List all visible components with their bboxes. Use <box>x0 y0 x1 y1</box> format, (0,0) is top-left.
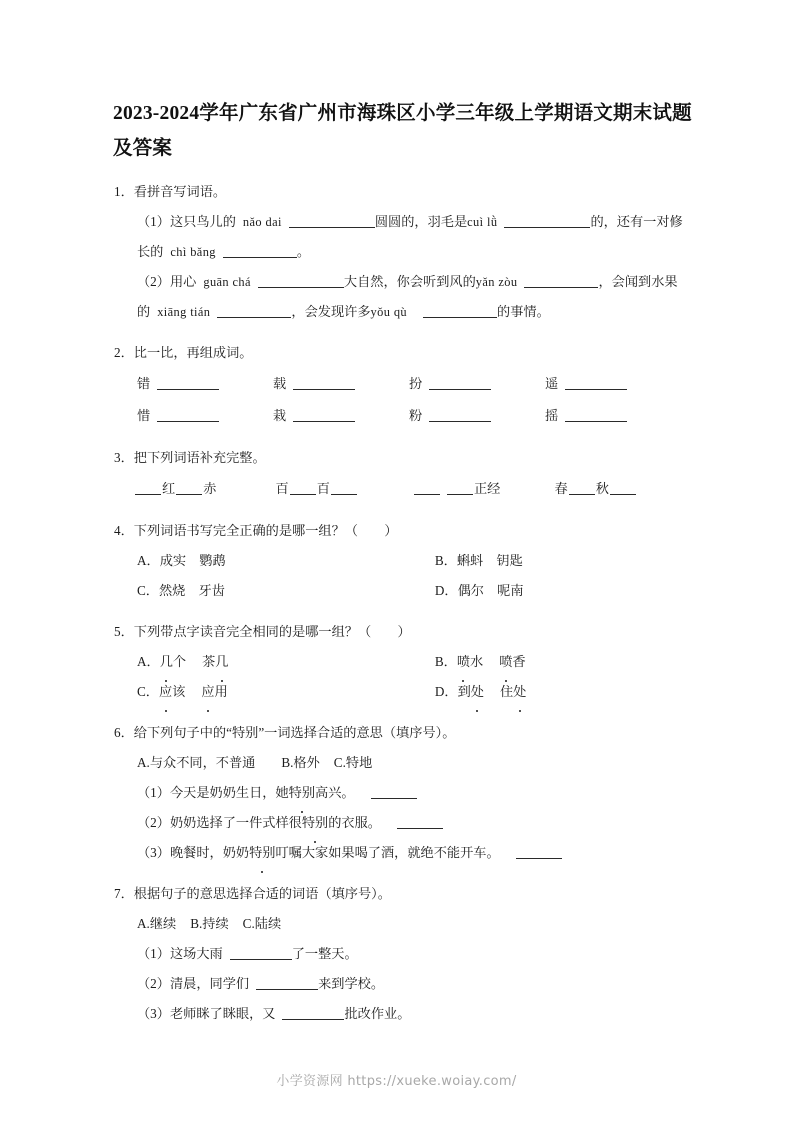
question-4-stem: 4．下列词语书写完全正确的是哪一组？（ ） <box>114 523 398 538</box>
question-2-row-2 <box>113 400 693 432</box>
question-6 <box>113 718 693 868</box>
q1-sub2-part5: ，会发现许多 <box>291 304 371 319</box>
q1-sub2-part6: 的事情。 <box>497 304 550 319</box>
q6-option-a[interactable]: A.与众不同，不普通 <box>137 755 256 770</box>
q5-d-dot-1: 处 <box>471 677 484 707</box>
q1-pinyin-guan-cha: guān chá <box>203 275 251 289</box>
q4-option-d-text: 偶尔 呢南 <box>457 583 524 598</box>
q3-char-chi: 赤 <box>203 481 217 496</box>
q2-char-yao: 遥 <box>545 376 559 391</box>
q7-blank-1[interactable] <box>230 959 292 960</box>
q1-pinyin-nao-dai: nǎo dai <box>242 215 282 229</box>
q5-b-rest-2: 香 <box>512 654 526 669</box>
q5-option-b[interactable] <box>435 647 693 677</box>
question-4 <box>113 516 693 606</box>
question-1 <box>113 177 693 327</box>
q6-sub1-post: 高兴。 <box>315 785 355 800</box>
q5-c-dot-1: 应 <box>159 677 172 707</box>
q2-blank-1[interactable] <box>157 389 219 390</box>
q7-blank-2[interactable] <box>256 989 318 990</box>
q1-sub1-part5: 。 <box>296 244 311 259</box>
q3-word-zhengjing: 正经 <box>474 481 501 496</box>
q5-a-dot-1: 几 <box>160 647 173 677</box>
question-2-stem: 2．比一比，再组成词。 <box>114 345 253 360</box>
question-1-sub-1 <box>113 207 693 237</box>
q4-option-c-key: C． <box>137 583 159 598</box>
q3-blank-2[interactable] <box>176 494 202 495</box>
q1-blank-1[interactable] <box>289 227 375 228</box>
question-1-stem: 1．看拼音写词语。 <box>114 184 227 199</box>
q4-option-d[interactable] <box>435 576 693 606</box>
question-7-stem: 7．根据句子的意思选择合适的词语（填序号）。 <box>114 886 391 901</box>
question-7-sub-3 <box>113 999 693 1029</box>
q5-option-b-key: B． <box>434 654 457 669</box>
q5-a-pre-2: 茶 <box>202 654 216 669</box>
q3-blank-7[interactable] <box>569 494 595 495</box>
q1-blank-6[interactable] <box>217 317 291 318</box>
page-title: 2023-2024学年广东省广州市海珠区小学三年级上学期语文期末试题及答案 <box>113 103 692 159</box>
question-6-sub-1 <box>113 778 693 808</box>
watermark: 小学资源网 https://xueke.woiay.com/ <box>276 1074 517 1089</box>
q5-b-dot-2: 喷 <box>499 647 512 677</box>
question-1-sub-2 <box>113 267 693 297</box>
q2-cell-2 <box>273 368 409 400</box>
q7-sub1-pre: （1）这场大雨 <box>137 946 223 961</box>
q1-sub1-part4: 长的 <box>137 244 164 259</box>
q3-blank-4[interactable] <box>331 494 357 495</box>
q1-sub1-part1: （1）这只鸟儿的 <box>137 214 236 229</box>
q3-char-qiu: 秋 <box>595 481 609 496</box>
q6-option-b[interactable]: B.格外 <box>281 755 320 770</box>
q2-cell-8 <box>545 400 681 432</box>
q2-blank-7[interactable] <box>429 421 491 422</box>
q7-blank-3[interactable] <box>282 1019 344 1020</box>
q1-sub2-part4: 的 <box>137 304 151 319</box>
q1-sub2-part1: （2）用心 <box>137 274 197 289</box>
q2-char-xi: 惜 <box>137 408 151 423</box>
q7-option-b[interactable]: B.持续 <box>190 916 229 931</box>
q6-sub3-emphasis: 特别 <box>249 838 275 868</box>
q2-char-cuo: 错 <box>137 376 151 391</box>
q3-blank-8[interactable] <box>610 494 636 495</box>
q1-sub2-part2: 大自然，你会听到风的 <box>343 274 476 289</box>
q4-option-b[interactable] <box>435 546 693 576</box>
question-5 <box>113 617 693 707</box>
q1-pinyin-chi-bang: chì bǎng <box>170 245 216 259</box>
q2-char-ban: 扮 <box>409 376 423 391</box>
q7-sub3-post: 批改作业。 <box>344 1006 411 1021</box>
question-3-stem: 3．把下列词语补充完整。 <box>114 450 266 465</box>
q1-sub1-part2: 圆圆的，羽毛是 <box>374 214 468 229</box>
q2-blank-3[interactable] <box>429 389 491 390</box>
q1-sub2-part3: ，会闻到水果 <box>598 274 678 289</box>
q2-blank-6[interactable] <box>293 421 355 422</box>
q6-sub3-pre: （3）晚餐时，奶奶 <box>137 845 250 860</box>
q5-a-dot-2: 几 <box>215 647 228 677</box>
q3-blank-5[interactable] <box>414 494 440 495</box>
q6-option-c[interactable]: C.特地 <box>333 755 373 770</box>
q1-pinyin-you-qu: yǒu qù <box>370 305 408 319</box>
question-5-options-row-1 <box>113 647 693 677</box>
q1-pinyin-yan-zou: yǎn zòu <box>475 275 518 289</box>
question-7 <box>113 879 693 1029</box>
q7-option-a[interactable]: A.继续 <box>137 916 177 931</box>
question-6-options <box>113 748 693 778</box>
q1-pinyin-cui-lv: cuì lǜ <box>467 215 498 229</box>
q4-option-a-key: A． <box>137 553 160 568</box>
q4-option-c[interactable] <box>137 576 435 606</box>
q3-idiom-2 <box>275 473 415 505</box>
q2-char-yao2: 摇 <box>545 408 559 423</box>
q5-option-d-key: D． <box>434 684 458 699</box>
q3-char-bai1: 百 <box>275 481 289 496</box>
q2-blank-2[interactable] <box>293 389 355 390</box>
question-6-stem: 6．给下列句子中的“特别”一词选择合适的意思（填序号）。 <box>114 725 456 740</box>
q7-sub1-post: 了一整天。 <box>291 946 358 961</box>
q5-b-rest-1: 水 <box>470 654 484 669</box>
q7-sub2-pre: （2）清晨，同学们 <box>137 976 250 991</box>
q6-sub2-emphasis: 特别 <box>302 808 328 838</box>
q7-sub2-post: 来到学校。 <box>318 976 385 991</box>
q2-blank-5[interactable] <box>157 421 219 422</box>
q3-idiom-3 <box>414 473 554 505</box>
question-7-sub-1 <box>113 939 693 969</box>
q4-option-d-key: D． <box>434 583 458 598</box>
question-3 <box>113 443 693 505</box>
question-1-sub-1-line2 <box>113 237 693 267</box>
q6-sub3-post: 叮嘱大家如果喝了酒，就绝不能开车。 <box>275 845 500 860</box>
q3-blank-3[interactable] <box>290 494 316 495</box>
q7-sub3-pre: （3）老师眯了眯眼，又 <box>137 1006 276 1021</box>
q5-option-a-key: A． <box>137 654 160 669</box>
q2-cell-4 <box>545 368 681 400</box>
question-7-sub-2 <box>113 969 693 999</box>
question-2 <box>113 338 693 432</box>
q5-option-d[interactable] <box>435 677 693 707</box>
q3-char-chun: 春 <box>554 481 568 496</box>
question-2-row-1 <box>113 368 693 400</box>
q4-option-a[interactable] <box>137 546 435 576</box>
q2-cell-3 <box>409 368 545 400</box>
q5-c-rest-1: 该 <box>172 684 186 699</box>
q3-idiom-4 <box>554 473 694 505</box>
question-5-options-row-2 <box>113 677 693 707</box>
q5-b-dot-1: 喷 <box>457 647 470 677</box>
q1-blank-3[interactable] <box>223 257 297 258</box>
q3-char-bai2: 百 <box>316 481 330 496</box>
q2-char-zai: 载 <box>273 376 287 391</box>
q1-blank-7[interactable] <box>423 317 497 318</box>
question-5-stem: 5．下列带点字读音完全相同的是哪一组？（ ） <box>114 624 411 639</box>
q2-char-fen: 粉 <box>409 408 423 423</box>
q5-c-dot-2: 应 <box>201 677 214 707</box>
q1-blank-4[interactable] <box>258 287 344 288</box>
q3-char-hong: 红 <box>162 481 176 496</box>
q6-sub1-pre: （1）今天是奶奶生日，她 <box>137 785 289 800</box>
q6-sub2-pre: （2）奶奶选择了一件式样很 <box>137 815 302 830</box>
q6-sub2-post: 的衣服。 <box>328 815 381 830</box>
q7-option-c[interactable]: C.陆续 <box>242 916 282 931</box>
q5-option-a[interactable] <box>137 647 435 677</box>
q2-char-zai2: 栽 <box>273 408 287 423</box>
q5-option-c-key: C． <box>137 684 159 699</box>
q3-blank-6[interactable] <box>447 494 473 495</box>
q2-cell-6 <box>273 400 409 432</box>
q6-blank-2[interactable] <box>397 828 443 829</box>
question-3-idioms <box>113 473 693 505</box>
question-1-sub-2-line2 <box>113 297 693 327</box>
q3-idiom-1 <box>135 473 275 505</box>
question-6-sub-2 <box>113 808 693 838</box>
question-7-options <box>113 909 693 939</box>
q6-blank-1[interactable] <box>371 798 417 799</box>
q4-option-c-text: 然烧 牙齿 <box>158 583 225 598</box>
q3-blank-1[interactable] <box>135 494 161 495</box>
q5-d-pre-2: 住 <box>499 684 514 699</box>
q2-blank-8[interactable] <box>565 421 627 422</box>
q5-d-pre-1: 到 <box>457 684 471 699</box>
q1-blank-5[interactable] <box>524 287 598 288</box>
q2-cell-5 <box>137 400 273 432</box>
q6-sub1-emphasis: 特别 <box>289 778 315 808</box>
q2-cell-7 <box>409 400 545 432</box>
q6-blank-3[interactable] <box>516 858 562 859</box>
q1-sub1-part3: 的，还有一对修 <box>590 214 683 229</box>
q2-blank-4[interactable] <box>565 389 627 390</box>
q5-option-c[interactable] <box>137 677 435 707</box>
q4-option-a-text: 成实 鹦鹉 <box>159 553 226 568</box>
q1-blank-2[interactable] <box>504 227 590 228</box>
q5-c-rest-2: 用 <box>214 684 228 699</box>
q1-pinyin-xiang-tian: xiāng tián <box>157 305 211 319</box>
q2-cell-1 <box>137 368 273 400</box>
question-4-options-row-1 <box>113 546 693 576</box>
q4-option-b-text: 蝌蚪 钥匙 <box>456 553 523 568</box>
question-4-options-row-2 <box>113 576 693 606</box>
q5-a-rest-1: 个 <box>172 654 187 669</box>
document-body <box>113 96 693 1029</box>
question-6-sub-3 <box>113 838 693 868</box>
q4-option-b-key: B． <box>434 553 457 568</box>
q5-d-dot-2: 处 <box>513 677 526 707</box>
